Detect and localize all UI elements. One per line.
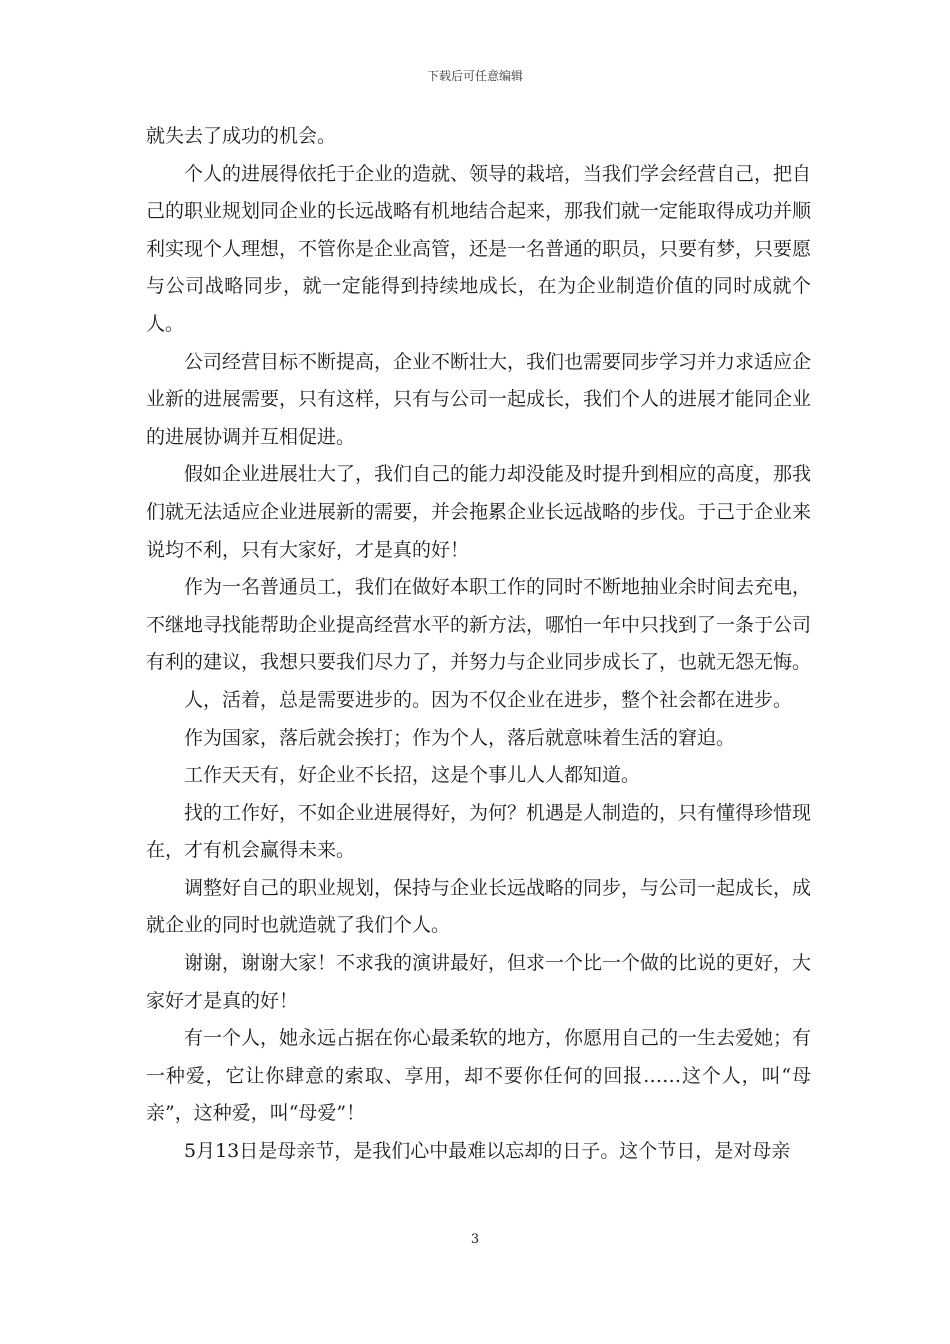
paragraph-4: 假如企业进展壮大了，我们自己的能力却没能及时提升到相应的高度，那我们就无法适应企业进展新的需要，并会拖累企业长远战略的步伐。于己于企业来说均不利，只有大家好，才是真的好！ xyxy=(146,463,812,561)
paragraph-7: 作为国家，落后就会挨打；作为个人，落后就意味着生活的窘迫。 xyxy=(184,726,736,749)
paragraph-12: 有一个人，她永远占据在你心最柔软的地方，你愿用自己的一生去爱她；有一种爱，它让你肆意的索取、享用，却不要你任何的回报……这个人，叫“母亲”，这种爱，叫“母爱”！ xyxy=(146,1027,812,1125)
paragraph-9: 找的工作好，不如企业进展得好，为何？机遇是人制造的，只有懂得珍惜现在，才有机会赢得未来。 xyxy=(146,801,812,862)
paragraph-3: 公司经营目标不断提高，企业不断壮大，我们也需要同步学习并力求适应企业新的进展需要，只有这样，只有与公司一起成长，我们个人的进展才能同企业的进展协调并互相促进。 xyxy=(146,350,812,448)
page-number: 3 xyxy=(470,1232,480,1247)
document-body xyxy=(146,118,811,1171)
paragraph-13: 5月13日是母亲节，是我们心中最难以忘却的日子。这个节日，是对母亲 xyxy=(184,1140,791,1163)
paragraph-2: 个人的进展得依托于企业的造就、领导的栽培，当我们学会经营自己，把自己的职业规划同企业的长远战略有机地结合起来，那我们就一定能取得成功并顺利实现个人理想，不管你是企业高管，还是一名普通的职员，只要有梦，只要愿与公司战略同步，就一定能得到持续地成长，在为企业制造价值的同时成就个人。 xyxy=(146,162,812,335)
paragraph-11: 谢谢，谢谢大家！不求我的演讲最好，但求一个比一个做的比说的更好，大家好才是真的好！ xyxy=(146,952,812,1012)
paragraph-8: 工作天天有，好企业不长招，这是个事儿人人都知道。 xyxy=(184,764,641,787)
paragraph-6: 人，活着，总是需要进步的。因为不仅企业在进步，整个社会都在进步。 xyxy=(184,688,793,711)
paragraph-1: 就失去了成功的机会。 xyxy=(146,125,337,147)
paragraph-5: 作为一名普通员工，我们在做好本职工作的同时不断地抽业余时间去充电，不继地寻找能帮助企业提高经营水平的新方法，哪怕一年中只找到了一条于公司有利的建议，我想只要我们尽力了，并努力与企业同步成长了，也就无怨无悔。 xyxy=(146,576,812,674)
page-header: 下载后可任意编辑 xyxy=(426,69,523,83)
paragraph-10: 调整好自己的职业规划，保持与企业长远战略的同步，与公司一起成长，成就企业的同时也就造就了我们个人。 xyxy=(146,876,812,937)
